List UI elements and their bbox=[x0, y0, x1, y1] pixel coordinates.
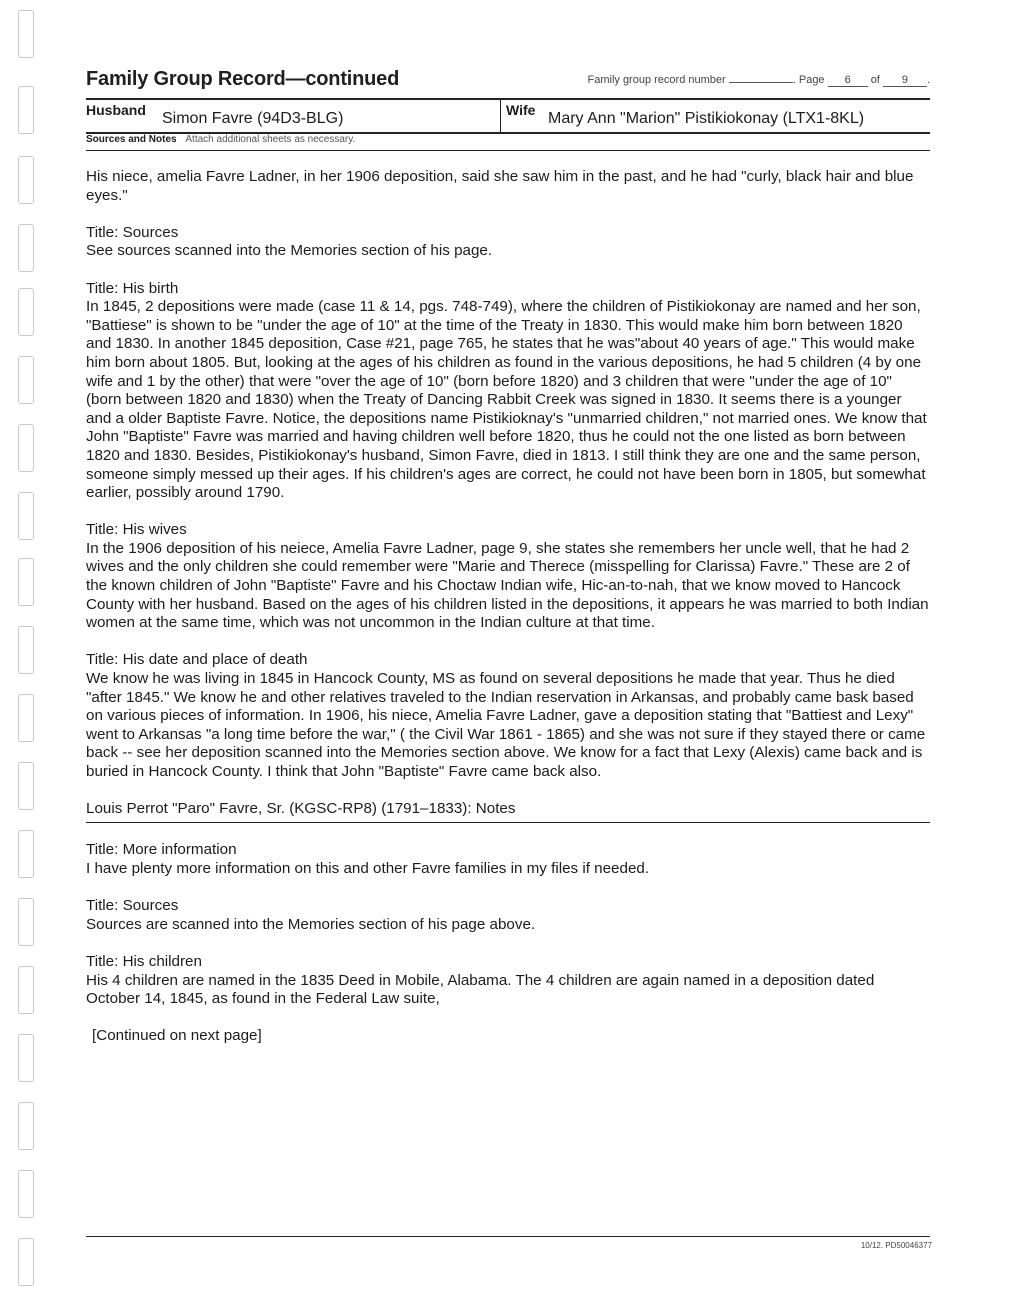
continued-note: [Continued on next page] bbox=[92, 1027, 262, 1045]
section-text: See sources scanned into the Memories section of his page. bbox=[86, 242, 493, 260]
binder-hole bbox=[18, 424, 34, 472]
sources-notes-label: Sources and Notes bbox=[86, 134, 177, 145]
page-total: 9 bbox=[883, 74, 927, 87]
binder-hole bbox=[18, 966, 34, 1014]
section-title: Title: Sources bbox=[86, 223, 179, 241]
binder-hole bbox=[18, 492, 34, 540]
record-number-and-page: Family group record number . Page 6 of 9 . bbox=[587, 74, 930, 86]
binder-hole bbox=[18, 1170, 34, 1218]
binder-hole bbox=[18, 1102, 34, 1150]
wife-name: Mary Ann "Marion" Pistikiokonay (LTX1-8KL) bbox=[548, 110, 865, 127]
page-of-label: of bbox=[870, 74, 880, 86]
section-text: His 4 children are named in the 1835 Deed in Mobile, Alabama. The 4 children are again named in a deposition dated October 14, 1845, as found in the Federal Law suite, bbox=[86, 971, 875, 1008]
form-header bbox=[86, 66, 930, 96]
husband-name: Simon Favre (94D3-BLG) bbox=[162, 110, 344, 127]
binder-hole bbox=[18, 626, 34, 674]
binder-hole bbox=[18, 830, 34, 878]
binder-holes bbox=[14, 10, 38, 1310]
binder-hole bbox=[18, 288, 34, 336]
binder-hole bbox=[18, 1034, 34, 1082]
binder-hole bbox=[18, 558, 34, 606]
binder-hole bbox=[18, 356, 34, 404]
footer-rule bbox=[86, 1236, 930, 1237]
section-title: Title: His date and place of death bbox=[86, 651, 308, 669]
record-number-value bbox=[729, 82, 793, 83]
binder-hole bbox=[18, 762, 34, 810]
intro-paragraph: His niece, amelia Favre Ladner, in her 1906 deposition, said she saw him in the past, and he had "curly, black hair and blue eyes." bbox=[86, 168, 914, 204]
footer-code: 10/12. PD50046377 bbox=[860, 1241, 932, 1250]
wife-cell bbox=[502, 100, 930, 132]
sources-notes-header bbox=[86, 134, 930, 151]
binder-hole bbox=[18, 694, 34, 742]
record-number-label: Family group record number bbox=[587, 74, 726, 86]
section-text: In the 1906 deposition of his neiece, Amelia Favre Ladner, page 9, she states she remembers her uncle well, that he had 2 wives and the only children she could remember were "Marie and Therece (misspelling for Clarissa) Favre." These are 2 of the known children of John "Baptiste" Favre and his Choctaw Indian wife, Hic-an-to-nah, that we know moved to Hancock County with her husband. Based on the ages of his children listed in the depositions, it appears he was married to both Indian women at the same time, which was not uncommon in the Indian culture at that time. bbox=[86, 539, 929, 632]
section-text: Sources are scanned into the Memories section of his page above. bbox=[86, 915, 536, 933]
section-text: I have plenty more information on this and other Favre families in my files if needed. bbox=[86, 859, 650, 877]
binder-hole bbox=[18, 898, 34, 946]
section-title: Title: His birth bbox=[86, 279, 179, 297]
wife-label: Wife bbox=[506, 102, 536, 118]
binder-hole bbox=[18, 10, 34, 58]
page-current: 6 bbox=[828, 74, 868, 87]
section-title: Title: More information bbox=[86, 841, 237, 859]
binder-hole bbox=[18, 224, 34, 272]
binder-hole bbox=[18, 1238, 34, 1286]
person-notes-heading: Louis Perrot "Paro" Favre, Sr. (KGSC-RP8) (1791–1833): Notes bbox=[86, 800, 930, 823]
sources-notes-hint: Attach additional sheets as necessary. bbox=[185, 134, 356, 145]
page-label: Page bbox=[798, 74, 825, 86]
section-text: In 1845, 2 depositions were made (case 11 & 14, pgs. 748-749), where the children of Pistikiokonay are named and her son, "Battiese" is shown to be "under the age of 10" at the time of the Treaty in 1830. This would make him born between 1820 and 1830. In another 1845 deposition, Case #21, page 765, he states that he was"about 40 years of age." This would make him born about 1805. But, looking at the ages of his children as found in the various depositions, he had 5 children (4 by one wife and 1 by the other) that were "over the age of 10" (born before 1820) and 3 children that were "under the age of 10" (born between 1820 and 1830) when the Treaty of Dancing Rabbit Creek was signed in 1830. It seems there is a younger and a older Baptiste Favre. Notice, the depositions name Pistikioknay's "unmarried children," not married ones. We know that John "Baptiste" Favre was married and having children well before 1820, thus he could not the one listed as born between 1820 and 1830. Besides, Pistikiokonay's husband, Simon Favre, died in 1813. I still think they are one and the same person, someone simply messed up their ages. If his children's ages are correct, he could not have been born in 1805, but somewhat earlier, possibly around 1790. bbox=[86, 298, 927, 502]
section-title: Title: His children bbox=[86, 952, 202, 970]
husband-label: Husband bbox=[86, 102, 146, 118]
husband-cell bbox=[86, 100, 501, 132]
section-title: Title: His wives bbox=[86, 521, 187, 539]
section-text: We know he was living in 1845 in Hancock County, MS as found on several depositions he made that year. Thus he died "after 1845." We know he and other relatives traveled to the Indian reservation in Arkansas, and probably came bask based on various pieces of information. In 1906, his niece, Amelia Favre Ladner, gave a deposition stating that "Battiest and Lexy" went to Arkansas "a long time before the war," ( the Civil War 1861 - 1865) and she was not sure if they stayed there or came back -- see her deposition scanned into the Memories section above. We know for a fact that Lexy (Alexis) came back and is buried in Hancock County. I think that John "Baptiste" Favre came back also. bbox=[86, 670, 926, 780]
couple-row bbox=[86, 98, 930, 134]
form-title: Family Group Record—continued bbox=[86, 68, 400, 90]
section-title: Title: Sources bbox=[86, 897, 179, 915]
notes-body bbox=[86, 168, 930, 1046]
binder-hole bbox=[18, 86, 34, 134]
binder-hole bbox=[18, 156, 34, 204]
